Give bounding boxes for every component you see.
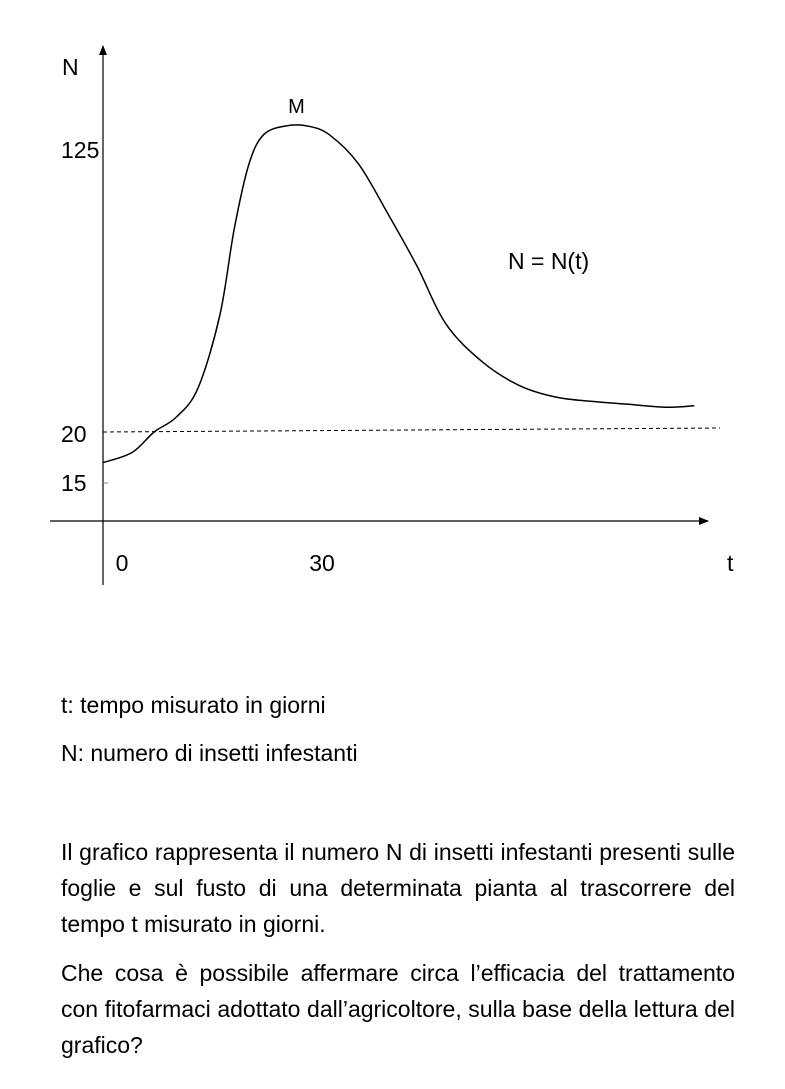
series-label: N = N(t): [508, 248, 590, 274]
legend-t-description: t: tempo misurato in giorni: [61, 692, 326, 718]
y-tick-label-20: 20: [61, 421, 87, 447]
y-tick-label-15: 15: [61, 470, 87, 496]
x-tick-label-0: 0: [115, 550, 129, 576]
question-paragraph-2: Che cosa è possibile affermare circa l’efficacia del trattamento con fitofarmaci adottato dall’agricoltore, sulla base della lettura del grafico?: [61, 960, 735, 1058]
reference-line-20: [103, 428, 720, 432]
x-tick-label-30: 30: [309, 550, 335, 576]
y-tick-label-125: 125: [61, 137, 100, 163]
peak-label-m: M: [288, 96, 305, 118]
legend-n-description: N: numero di insetti infestanti: [61, 740, 358, 766]
question-paragraph-1: Il grafico rappresenta il numero N di insetti infestanti presenti sulle foglie e sul fusto di una determinata pianta al trascorrere del tempo t misurato in giorni.: [61, 839, 735, 937]
x-axis-label: t: [727, 550, 734, 576]
series-line-n-of-t: [103, 125, 694, 463]
y-axis-label: N: [62, 54, 79, 80]
